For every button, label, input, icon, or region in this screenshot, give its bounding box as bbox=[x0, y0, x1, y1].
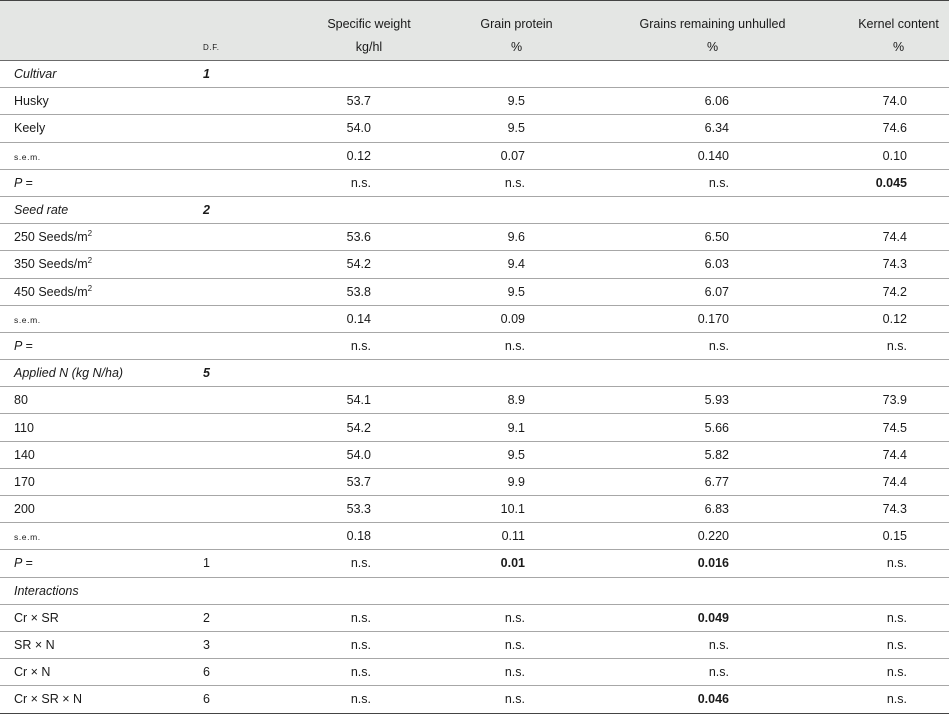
value-grains-unhulled: 5.66 bbox=[579, 414, 806, 441]
table-row bbox=[0, 88, 949, 115]
row-label-cell bbox=[0, 414, 196, 441]
df-cell bbox=[196, 251, 284, 278]
value-grain-protein bbox=[434, 360, 579, 387]
sem-label: s.e.m. bbox=[14, 532, 41, 543]
value-specific-weight bbox=[284, 196, 434, 223]
row-label: 170 bbox=[14, 474, 35, 489]
df-cell: 5 bbox=[196, 360, 284, 387]
value-kernel-content bbox=[806, 360, 949, 387]
value-grains-unhulled: n.s. bbox=[579, 659, 806, 686]
section-row bbox=[0, 61, 949, 88]
value-specific-weight: 54.0 bbox=[284, 115, 434, 142]
row-label-cell bbox=[0, 441, 196, 468]
table-row bbox=[0, 224, 949, 251]
table-body bbox=[0, 61, 949, 714]
value-grains-unhulled: 0.049 bbox=[579, 604, 806, 631]
table-row bbox=[0, 468, 949, 495]
value-specific-weight: 0.12 bbox=[284, 142, 434, 169]
df-cell bbox=[196, 496, 284, 523]
df-cell: 6 bbox=[196, 659, 284, 686]
value-grains-unhulled: 0.140 bbox=[579, 142, 806, 169]
value-grains-unhulled: 6.07 bbox=[579, 278, 806, 305]
row-label-cell bbox=[0, 88, 196, 115]
header-units-row bbox=[0, 34, 949, 61]
df-cell bbox=[196, 88, 284, 115]
row-label: 200 bbox=[14, 502, 35, 517]
section-label: Seed rate bbox=[14, 203, 69, 218]
value-grains-unhulled: 6.34 bbox=[579, 115, 806, 142]
row-label-cell bbox=[0, 550, 196, 577]
unit-kernel-content: % bbox=[806, 34, 949, 61]
value-grain-protein: 9.5 bbox=[434, 88, 579, 115]
value-kernel-content bbox=[806, 577, 949, 604]
value-specific-weight bbox=[284, 577, 434, 604]
table-row bbox=[0, 523, 949, 550]
row-label: SR × N bbox=[14, 638, 55, 653]
value-grain-protein: 9.5 bbox=[434, 115, 579, 142]
table-row bbox=[0, 115, 949, 142]
value-grain-protein: 0.01 bbox=[434, 550, 579, 577]
row-label-cell bbox=[0, 61, 196, 88]
value-grain-protein: 9.6 bbox=[434, 224, 579, 251]
section-label: Cultivar bbox=[14, 67, 57, 82]
value-kernel-content: n.s. bbox=[806, 631, 949, 658]
value-kernel-content: 74.2 bbox=[806, 278, 949, 305]
table-row bbox=[0, 142, 949, 169]
value-kernel-content bbox=[806, 196, 949, 223]
row-label-superscript: 2 bbox=[87, 256, 93, 266]
table-row bbox=[0, 496, 949, 523]
value-grain-protein: n.s. bbox=[434, 659, 579, 686]
value-grain-protein: 9.9 bbox=[434, 468, 579, 495]
value-grains-unhulled bbox=[579, 360, 806, 387]
df-cell bbox=[196, 387, 284, 414]
value-grains-unhulled bbox=[579, 196, 806, 223]
value-specific-weight: 54.2 bbox=[284, 414, 434, 441]
value-specific-weight: n.s. bbox=[284, 659, 434, 686]
row-label-cell bbox=[0, 496, 196, 523]
value-specific-weight: 53.6 bbox=[284, 224, 434, 251]
row-label: Husky bbox=[14, 94, 49, 109]
value-grains-unhulled: 6.50 bbox=[579, 224, 806, 251]
value-grain-protein: 9.4 bbox=[434, 251, 579, 278]
header-blank-cell bbox=[0, 1, 196, 35]
value-grain-protein: 0.11 bbox=[434, 523, 579, 550]
table-row bbox=[0, 169, 949, 196]
row-label: 140 bbox=[14, 447, 35, 462]
p-value-label: P = bbox=[14, 556, 33, 571]
df-cell bbox=[196, 169, 284, 196]
value-specific-weight: 53.3 bbox=[284, 496, 434, 523]
df-cell bbox=[196, 577, 284, 604]
section-row bbox=[0, 196, 949, 223]
row-label: 450 Seeds/m bbox=[14, 284, 88, 299]
value-specific-weight: 53.8 bbox=[284, 278, 434, 305]
value-grains-unhulled: n.s. bbox=[579, 332, 806, 359]
df-cell: 1 bbox=[196, 61, 284, 88]
value-specific-weight: n.s. bbox=[284, 169, 434, 196]
value-specific-weight bbox=[284, 61, 434, 88]
value-specific-weight: n.s. bbox=[284, 631, 434, 658]
value-kernel-content: n.s. bbox=[806, 686, 949, 713]
value-grain-protein: n.s. bbox=[434, 169, 579, 196]
table-row bbox=[0, 251, 949, 278]
value-grains-unhulled: 5.82 bbox=[579, 441, 806, 468]
value-grain-protein: n.s. bbox=[434, 631, 579, 658]
value-specific-weight: 53.7 bbox=[284, 468, 434, 495]
value-grains-unhulled: 0.220 bbox=[579, 523, 806, 550]
value-grains-unhulled: 6.77 bbox=[579, 468, 806, 495]
row-label: 250 Seeds/m bbox=[14, 230, 88, 245]
value-grains-unhulled: 0.170 bbox=[579, 305, 806, 332]
table-header bbox=[0, 1, 949, 61]
row-label-cell bbox=[0, 577, 196, 604]
section-row bbox=[0, 360, 949, 387]
section-label: Interactions bbox=[14, 583, 79, 598]
value-kernel-content: 74.3 bbox=[806, 251, 949, 278]
p-value-label: P = bbox=[14, 338, 33, 353]
value-grain-protein bbox=[434, 196, 579, 223]
value-grain-protein: n.s. bbox=[434, 332, 579, 359]
value-kernel-content: 74.4 bbox=[806, 224, 949, 251]
table-row bbox=[0, 441, 949, 468]
table-row bbox=[0, 305, 949, 332]
df-cell bbox=[196, 224, 284, 251]
table-row bbox=[0, 332, 949, 359]
value-specific-weight: n.s. bbox=[284, 686, 434, 713]
row-label-cell bbox=[0, 686, 196, 713]
value-specific-weight: 0.14 bbox=[284, 305, 434, 332]
value-grain-protein: n.s. bbox=[434, 686, 579, 713]
df-cell: 6 bbox=[196, 686, 284, 713]
table-row bbox=[0, 550, 949, 577]
header-kernel-content: Kernel content bbox=[806, 1, 949, 35]
row-label-cell bbox=[0, 468, 196, 495]
header-blank-cell bbox=[0, 34, 196, 61]
header-grains-unhulled: Grains remaining unhulled bbox=[579, 1, 806, 35]
value-grains-unhulled: 0.016 bbox=[579, 550, 806, 577]
value-kernel-content: 74.6 bbox=[806, 115, 949, 142]
value-kernel-content: 0.10 bbox=[806, 142, 949, 169]
header-specific-weight: Specific weight bbox=[284, 1, 434, 35]
unit-grains-unhulled: % bbox=[579, 34, 806, 61]
row-label-cell bbox=[0, 115, 196, 142]
row-label-cell bbox=[0, 387, 196, 414]
row-label: Keely bbox=[14, 121, 46, 136]
df-cell bbox=[196, 115, 284, 142]
header-grain-protein: Grain protein bbox=[434, 1, 579, 35]
sem-label: s.e.m. bbox=[14, 314, 41, 325]
value-kernel-content: 74.5 bbox=[806, 414, 949, 441]
row-label-cell bbox=[0, 631, 196, 658]
value-grain-protein: 9.5 bbox=[434, 441, 579, 468]
row-label-superscript: 2 bbox=[87, 283, 93, 293]
row-label-cell bbox=[0, 196, 196, 223]
value-grain-protein: 0.07 bbox=[434, 142, 579, 169]
value-grains-unhulled: n.s. bbox=[579, 631, 806, 658]
value-grains-unhulled bbox=[579, 577, 806, 604]
value-specific-weight bbox=[284, 360, 434, 387]
value-specific-weight: n.s. bbox=[284, 332, 434, 359]
value-grain-protein: 8.9 bbox=[434, 387, 579, 414]
table-row bbox=[0, 387, 949, 414]
table-row bbox=[0, 278, 949, 305]
value-grains-unhulled: 6.06 bbox=[579, 88, 806, 115]
value-specific-weight: 54.2 bbox=[284, 251, 434, 278]
value-specific-weight: 53.7 bbox=[284, 88, 434, 115]
value-kernel-content: 0.12 bbox=[806, 305, 949, 332]
row-label-cell bbox=[0, 523, 196, 550]
row-label: Cr × SR bbox=[14, 610, 59, 625]
row-label: 350 Seeds/m bbox=[14, 257, 88, 272]
df-cell: 3 bbox=[196, 631, 284, 658]
row-label: Cr × N bbox=[14, 665, 51, 680]
header-blank-cell bbox=[196, 1, 284, 35]
value-kernel-content: n.s. bbox=[806, 550, 949, 577]
value-specific-weight: 54.1 bbox=[284, 387, 434, 414]
row-label-cell bbox=[0, 224, 196, 251]
value-grain-protein: 9.1 bbox=[434, 414, 579, 441]
row-label-cell bbox=[0, 142, 196, 169]
table-row bbox=[0, 631, 949, 658]
header-df: D.F. bbox=[196, 34, 284, 61]
row-label: 80 bbox=[14, 393, 28, 408]
row-label-cell bbox=[0, 305, 196, 332]
row-label: 110 bbox=[14, 420, 34, 435]
p-value-label: P = bbox=[14, 175, 33, 190]
value-grain-protein bbox=[434, 577, 579, 604]
row-label: Cr × SR × N bbox=[14, 692, 83, 707]
value-kernel-content: 74.3 bbox=[806, 496, 949, 523]
header-titles-row bbox=[0, 1, 949, 35]
df-cell: 2 bbox=[196, 604, 284, 631]
table-row bbox=[0, 604, 949, 631]
value-grains-unhulled: 5.93 bbox=[579, 387, 806, 414]
df-cell: 1 bbox=[196, 550, 284, 577]
value-grain-protein: 0.09 bbox=[434, 305, 579, 332]
row-label-superscript: 2 bbox=[87, 229, 93, 239]
value-grain-protein bbox=[434, 61, 579, 88]
value-grain-protein: n.s. bbox=[434, 604, 579, 631]
value-specific-weight: n.s. bbox=[284, 604, 434, 631]
value-grains-unhulled: 6.03 bbox=[579, 251, 806, 278]
value-specific-weight: 54.0 bbox=[284, 441, 434, 468]
value-kernel-content: 0.15 bbox=[806, 523, 949, 550]
value-grain-protein: 9.5 bbox=[434, 278, 579, 305]
df-cell bbox=[196, 441, 284, 468]
value-kernel-content: 74.0 bbox=[806, 88, 949, 115]
row-label-cell bbox=[0, 604, 196, 631]
row-label-cell bbox=[0, 360, 196, 387]
section-label: Applied N (kg N/ha) bbox=[14, 366, 124, 381]
value-kernel-content: 74.4 bbox=[806, 468, 949, 495]
df-cell: 2 bbox=[196, 196, 284, 223]
value-kernel-content bbox=[806, 61, 949, 88]
value-kernel-content: 74.4 bbox=[806, 441, 949, 468]
value-grains-unhulled: n.s. bbox=[579, 169, 806, 196]
df-cell bbox=[196, 332, 284, 359]
value-grains-unhulled: 0.046 bbox=[579, 686, 806, 713]
value-kernel-content: 0.045 bbox=[806, 169, 949, 196]
row-label-cell bbox=[0, 659, 196, 686]
df-cell bbox=[196, 142, 284, 169]
table-row bbox=[0, 414, 949, 441]
row-label-cell bbox=[0, 278, 196, 305]
df-cell bbox=[196, 468, 284, 495]
df-cell bbox=[196, 305, 284, 332]
table-row bbox=[0, 659, 949, 686]
df-cell bbox=[196, 278, 284, 305]
df-cell bbox=[196, 414, 284, 441]
table-row bbox=[0, 686, 949, 713]
row-label-cell bbox=[0, 251, 196, 278]
value-kernel-content: 73.9 bbox=[806, 387, 949, 414]
row-label-cell bbox=[0, 169, 196, 196]
value-grain-protein: 10.1 bbox=[434, 496, 579, 523]
value-kernel-content: n.s. bbox=[806, 332, 949, 359]
row-label-cell bbox=[0, 332, 196, 359]
value-kernel-content: n.s. bbox=[806, 659, 949, 686]
unit-specific-weight: kg/hl bbox=[284, 34, 434, 61]
value-grains-unhulled: 6.83 bbox=[579, 496, 806, 523]
value-grains-unhulled bbox=[579, 61, 806, 88]
df-cell bbox=[196, 523, 284, 550]
sem-label: s.e.m. bbox=[14, 151, 41, 162]
unit-grain-protein: % bbox=[434, 34, 579, 61]
section-row bbox=[0, 577, 949, 604]
value-specific-weight: n.s. bbox=[284, 550, 434, 577]
value-kernel-content: n.s. bbox=[806, 604, 949, 631]
value-specific-weight: 0.18 bbox=[284, 523, 434, 550]
